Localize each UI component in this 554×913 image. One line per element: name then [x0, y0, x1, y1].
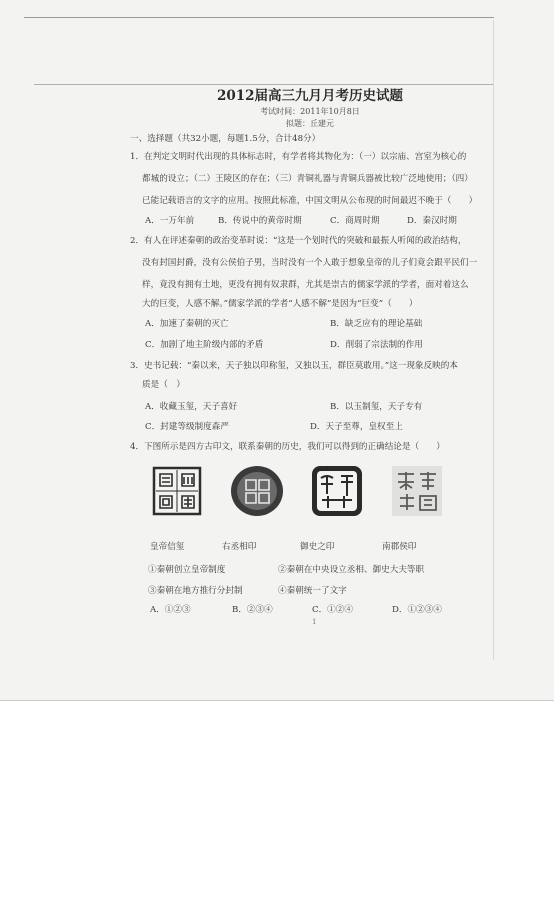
q1-line-1: 1．在判定文明时代出现的具体标志时，有学者将其物化为：（一）以宗庙、宫室为核心的: [130, 152, 467, 162]
q2-line-2: 没有封国封爵，没有公侯伯子男，当时没有一个人敢于想象皇帝的儿子们竟会跟平民们一: [142, 258, 478, 268]
exam-title: 2012届高三九月月考历史试题: [216, 88, 404, 104]
q2-option-c: C．加剧了地主阶级内部的矛盾: [145, 340, 264, 350]
q4-statement-1: ①秦朝创立皇帝制度: [148, 565, 226, 575]
q2-option-d: D．削弱了宗法制的作用: [330, 340, 423, 350]
seal-image-nanjun-hou: [388, 462, 446, 520]
section-header: 一、选择题（共32小题，每题1.5分，合计48分）: [130, 134, 321, 144]
q3-line-2: 质是（ ）: [142, 380, 185, 390]
exam-date: 考试时间：2011年10月8日: [260, 107, 360, 116]
q1-option-c: C．商周时期: [330, 216, 380, 226]
q4-line-1: 4．下图所示是四方古印文，联系秦朝的历史，我们可以得到的正确结论是（ ）: [130, 442, 445, 452]
q4-statement-2: ②秦朝在中央设立丞相、御史大夫等职: [278, 565, 425, 575]
q2-line-4: 大的巨变，人感不解。”儒家学派的学者“人感不解”是因为“巨变”（ ）: [142, 299, 418, 309]
q1-line-2: 都城的设立；（二）王陵区的存在；（三）青铜礼器与青铜兵器被比较广泛地使用；（四）: [142, 174, 473, 184]
scan-bottom-edge: [0, 700, 554, 701]
seal-label-3: 御史之印: [300, 542, 335, 552]
q3-line-1: 3．史书记载：“秦以来，天子独以印称玺，又独以玉，群臣莫敢用。”这一现象反映的本: [130, 361, 458, 371]
q3-option-b: B．以玉制玺，天子专有: [330, 402, 423, 412]
seal-image-yushi: [308, 462, 366, 520]
q3-option-c: C．封建等级制度森严: [145, 422, 229, 432]
q3-option-d: D．天子至尊，皇权至上: [310, 422, 403, 432]
q2-line-1: 2．有人在评述秦朝的政治变革时说：“这是一个划时代的突破和最振人听闻的政治结构，: [130, 236, 467, 246]
q1-option-b: B．传说中的黄帝时期: [218, 216, 302, 226]
q1-line-3: 已能记载语言的文字的应用。按照此标准，中国文明从公布现的时间最迟不晚于（ ）: [142, 196, 478, 206]
q2-line-3: 样，竟没有拥有土地，更没有拥有奴隶群，尤其是崇古的儒家学派的学者，面对着这么: [142, 280, 469, 290]
seal-label-4: 南郡侯印: [382, 542, 417, 552]
q4-statement-4: ④秦朝统一了文字: [278, 586, 347, 596]
q4-statement-3: ③秦朝在地方推行分封制: [148, 586, 243, 596]
top-rule: [24, 17, 494, 18]
q4-option-c: C．①②④: [312, 605, 353, 615]
seal-image-huangdi-xinxi: [148, 462, 206, 520]
exam-author: 拟题：丘建元: [286, 119, 334, 128]
q2-option-a: A．加速了秦朝的灭亡: [145, 319, 229, 329]
page-number: 1: [312, 618, 317, 626]
q3-option-a: A．收藏玉玺，天子喜好: [145, 402, 238, 412]
seal-label-1: 皇帝信玺: [150, 542, 185, 552]
q2-option-b: B．缺乏应有的理论基础: [330, 319, 423, 329]
seal-label-2: 右丞相印: [222, 542, 257, 552]
q4-option-d: D．①②③④: [392, 605, 442, 615]
q1-option-a: A．一万年前: [145, 216, 195, 226]
q4-option-b: B．②③④: [232, 605, 273, 615]
q4-option-a: A．①②③: [150, 605, 191, 615]
q1-option-d: D．秦汉时期: [407, 216, 457, 226]
seal-image-you-chengxiang: [228, 462, 286, 520]
